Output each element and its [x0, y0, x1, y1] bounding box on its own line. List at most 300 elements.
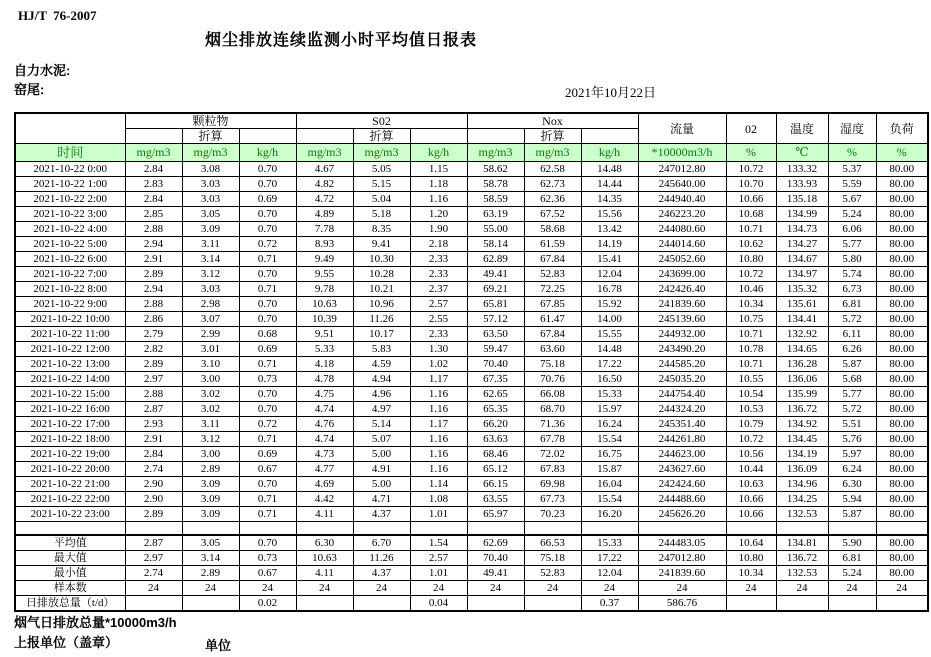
summary-row — [15, 581, 928, 596]
value-cell: 2.94 — [125, 282, 182, 297]
value-cell: 2.84 — [125, 162, 182, 177]
value-cell: 5.87 — [828, 507, 876, 522]
value-cell: 10.71 — [726, 357, 776, 372]
value-cell: 58.59 — [467, 192, 524, 207]
value-cell: 80.00 — [876, 267, 928, 282]
value-cell: 80.00 — [876, 372, 928, 387]
value-cell: 3.10 — [182, 357, 239, 372]
value-cell: 24 — [239, 581, 296, 596]
value-cell: 2.85 — [125, 207, 182, 222]
value-cell: 24 — [296, 581, 353, 596]
value-cell: 0.70 — [239, 402, 296, 417]
table-row — [15, 207, 928, 222]
value-cell: 69.98 — [524, 477, 581, 492]
value-cell: 10.53 — [726, 402, 776, 417]
value-cell: 0.71 — [239, 357, 296, 372]
table-row — [15, 222, 928, 237]
company-label: 自力水泥: — [14, 63, 71, 78]
value-cell: 245035.20 — [638, 372, 726, 387]
value-cell: 2.99 — [182, 327, 239, 342]
value-cell — [876, 596, 928, 612]
value-cell: 2.57 — [410, 551, 467, 566]
row-label-cell: 2021-10-22 17:00 — [15, 417, 125, 432]
value-cell: 0.71 — [239, 492, 296, 507]
value-cell: 2.90 — [125, 492, 182, 507]
value-cell: 0.04 — [410, 596, 467, 612]
value-cell: 8.93 — [296, 237, 353, 252]
value-cell: 61.47 — [524, 312, 581, 327]
value-cell: 80.00 — [876, 387, 928, 402]
value-cell: 244754.40 — [638, 387, 726, 402]
value-cell: 67.73 — [524, 492, 581, 507]
value-cell: 2.89 — [125, 357, 182, 372]
value-cell: 5.37 — [828, 162, 876, 177]
value-cell: 0.71 — [239, 432, 296, 447]
group-o2: 02 — [726, 113, 776, 144]
value-cell: 80.00 — [876, 417, 928, 432]
value-cell: 14.44 — [581, 177, 638, 192]
value-cell: 4.74 — [296, 432, 353, 447]
value-cell: 67.83 — [524, 462, 581, 477]
value-cell: 247012.80 — [638, 551, 726, 566]
value-cell: 3.00 — [182, 372, 239, 387]
value-cell: 12.04 — [581, 267, 638, 282]
blank-cell — [239, 129, 296, 144]
value-cell: 0.70 — [239, 267, 296, 282]
value-cell: 132.53 — [776, 507, 828, 522]
value-cell — [524, 596, 581, 612]
blank-cell — [726, 522, 776, 536]
value-cell: 1.16 — [410, 192, 467, 207]
value-cell: 2.84 — [125, 192, 182, 207]
value-cell: 24 — [638, 581, 726, 596]
value-cell: 1.17 — [410, 417, 467, 432]
value-cell: 10.28 — [353, 267, 410, 282]
value-cell: 0.70 — [239, 535, 296, 551]
table-row — [15, 282, 928, 297]
blank-cell — [410, 129, 467, 144]
value-cell: 5.07 — [353, 432, 410, 447]
value-cell: 9.55 — [296, 267, 353, 282]
row-label-cell: 2021-10-22 22:00 — [15, 492, 125, 507]
value-cell: 2.86 — [125, 312, 182, 327]
value-cell: 66.20 — [467, 417, 524, 432]
value-cell: 10.66 — [726, 507, 776, 522]
value-cell: 132.92 — [776, 327, 828, 342]
row-label-cell: 2021-10-22 14:00 — [15, 372, 125, 387]
unit-cell: mg/m3 — [182, 144, 239, 162]
value-cell: 5.76 — [828, 432, 876, 447]
value-cell: 0.02 — [239, 596, 296, 612]
value-cell: 244932.00 — [638, 327, 726, 342]
value-cell: 244261.80 — [638, 432, 726, 447]
value-cell: 3.12 — [182, 267, 239, 282]
blank-cell — [125, 129, 182, 144]
value-cell: 586.76 — [638, 596, 726, 612]
value-cell: 80.00 — [876, 551, 928, 566]
value-cell: 5.72 — [828, 312, 876, 327]
reporting-unit-label: 上报单位（盖章） — [14, 635, 119, 650]
value-cell: 0.71 — [239, 282, 296, 297]
value-cell: 135.61 — [776, 297, 828, 312]
value-cell: 5.77 — [828, 237, 876, 252]
value-cell: 2.33 — [410, 252, 467, 267]
table-row — [15, 297, 928, 312]
row-label-cell: 2021-10-22 9:00 — [15, 297, 125, 312]
value-cell: 135.18 — [776, 192, 828, 207]
value-cell: 10.63 — [296, 551, 353, 566]
summary-row — [15, 551, 928, 566]
value-cell: 61.59 — [524, 237, 581, 252]
table-row — [15, 192, 928, 207]
value-cell: 1.01 — [410, 507, 467, 522]
value-cell: 3.05 — [182, 535, 239, 551]
value-cell: 6.26 — [828, 342, 876, 357]
row-label-cell: 2021-10-22 20:00 — [15, 462, 125, 477]
value-cell: 6.30 — [828, 477, 876, 492]
value-cell: 2.83 — [125, 177, 182, 192]
row-label-cell: 样本数 — [15, 581, 125, 596]
value-cell: 62.89 — [467, 252, 524, 267]
table-row — [15, 492, 928, 507]
value-cell: 80.00 — [876, 477, 928, 492]
value-cell: 10.63 — [296, 297, 353, 312]
value-cell: 134.41 — [776, 312, 828, 327]
value-cell: 1.18 — [410, 177, 467, 192]
value-cell: 3.02 — [182, 402, 239, 417]
value-cell: 0.69 — [239, 342, 296, 357]
value-cell: 15.54 — [581, 492, 638, 507]
value-cell: 2.90 — [125, 477, 182, 492]
value-cell: 136.09 — [776, 462, 828, 477]
value-cell: 0.67 — [239, 462, 296, 477]
row-label-cell: 2021-10-22 12:00 — [15, 342, 125, 357]
value-cell: 3.09 — [182, 507, 239, 522]
value-cell: 3.09 — [182, 492, 239, 507]
value-cell: 1.30 — [410, 342, 467, 357]
value-cell: 15.55 — [581, 327, 638, 342]
value-cell: 67.84 — [524, 327, 581, 342]
value-cell: 4.37 — [353, 566, 410, 581]
value-cell: 2.91 — [125, 432, 182, 447]
value-cell: 24 — [467, 581, 524, 596]
value-cell: 49.41 — [467, 566, 524, 581]
time-header: 时间 — [15, 144, 125, 162]
value-cell: 10.72 — [726, 162, 776, 177]
value-cell: 58.78 — [467, 177, 524, 192]
value-cell: 59.47 — [467, 342, 524, 357]
value-cell: 52.83 — [524, 267, 581, 282]
value-cell: 0.73 — [239, 551, 296, 566]
value-cell: 0.70 — [239, 222, 296, 237]
group-so2: S02 — [296, 113, 467, 129]
value-cell: 4.76 — [296, 417, 353, 432]
value-cell: 71.36 — [524, 417, 581, 432]
value-cell: 62.65 — [467, 387, 524, 402]
value-cell: 24 — [581, 581, 638, 596]
row-label-cell: 2021-10-22 4:00 — [15, 222, 125, 237]
value-cell: 11.26 — [353, 551, 410, 566]
group-temperature: 温度 — [776, 113, 828, 144]
value-cell: 15.56 — [581, 207, 638, 222]
value-cell: 16.20 — [581, 507, 638, 522]
value-cell: 7.78 — [296, 222, 353, 237]
group-nox: Nox — [467, 113, 638, 129]
value-cell: 1.16 — [410, 387, 467, 402]
value-cell: 65.35 — [467, 402, 524, 417]
row-label-cell: 2021-10-22 0:00 — [15, 162, 125, 177]
value-cell: 2.37 — [410, 282, 467, 297]
value-cell: 0.70 — [239, 387, 296, 402]
row-label-cell: 2021-10-22 8:00 — [15, 282, 125, 297]
value-cell: 80.00 — [876, 312, 928, 327]
value-cell: 52.83 — [524, 566, 581, 581]
value-cell: 4.75 — [296, 387, 353, 402]
value-cell: 10.80 — [726, 252, 776, 267]
table-header — [15, 113, 928, 162]
standard-code: HJ/T 76-2007 — [18, 8, 97, 23]
converted-pm: 折算 — [182, 129, 239, 144]
value-cell: 245626.20 — [638, 507, 726, 522]
value-cell: 134.99 — [776, 207, 828, 222]
value-cell: 10.75 — [726, 312, 776, 327]
flue-gas-total-label: 烟气日排放总量*10000m3/h — [14, 615, 177, 630]
value-cell: 3.08 — [182, 162, 239, 177]
value-cell: 5.51 — [828, 417, 876, 432]
value-cell — [467, 596, 524, 612]
value-cell: 66.08 — [524, 387, 581, 402]
value-cell: 10.64 — [726, 535, 776, 551]
blank-cell — [524, 522, 581, 536]
value-cell: 134.97 — [776, 267, 828, 282]
value-cell: 1.90 — [410, 222, 467, 237]
value-cell: 2.93 — [125, 417, 182, 432]
value-cell: 244014.60 — [638, 237, 726, 252]
value-cell: 0.70 — [239, 297, 296, 312]
value-cell: 5.33 — [296, 342, 353, 357]
unit-cell: % — [876, 144, 928, 162]
value-cell: 4.74 — [296, 402, 353, 417]
value-cell: 14.35 — [581, 192, 638, 207]
value-cell: 134.92 — [776, 417, 828, 432]
value-cell: 1.54 — [410, 535, 467, 551]
value-cell: 3.03 — [182, 192, 239, 207]
value-cell: 2.97 — [125, 372, 182, 387]
value-cell — [828, 596, 876, 612]
value-cell: 17.22 — [581, 357, 638, 372]
value-cell — [182, 596, 239, 612]
value-cell: 2.33 — [410, 327, 467, 342]
value-cell: 1.16 — [410, 447, 467, 462]
value-cell: 246223.20 — [638, 207, 726, 222]
value-cell: 244324.20 — [638, 402, 726, 417]
value-cell: 63.50 — [467, 327, 524, 342]
value-cell: 11.26 — [353, 312, 410, 327]
value-cell: 5.87 — [828, 357, 876, 372]
value-cell: 5.04 — [353, 192, 410, 207]
value-cell: 6.81 — [828, 297, 876, 312]
value-cell: 9.49 — [296, 252, 353, 267]
value-cell: 80.00 — [876, 192, 928, 207]
value-cell: 242426.40 — [638, 282, 726, 297]
value-cell: 5.24 — [828, 207, 876, 222]
value-cell: 0.70 — [239, 162, 296, 177]
value-cell: 136.06 — [776, 372, 828, 387]
value-cell: 3.02 — [182, 387, 239, 402]
value-cell: 134.27 — [776, 237, 828, 252]
value-cell: 15.33 — [581, 535, 638, 551]
unit-cell: mg/m3 — [125, 144, 182, 162]
value-cell: 1.16 — [410, 462, 467, 477]
value-cell: 4.77 — [296, 462, 353, 477]
row-label-cell: 2021-10-22 21:00 — [15, 477, 125, 492]
table-row — [15, 447, 928, 462]
value-cell: 245351.40 — [638, 417, 726, 432]
value-cell: 4.73 — [296, 447, 353, 462]
value-cell: 63.19 — [467, 207, 524, 222]
value-cell: 80.00 — [876, 222, 928, 237]
value-cell: 3.12 — [182, 432, 239, 447]
value-cell: 2.74 — [125, 462, 182, 477]
value-cell: 5.15 — [353, 177, 410, 192]
value-cell: 80.00 — [876, 462, 928, 477]
value-cell: 24 — [876, 581, 928, 596]
value-cell: 5.72 — [828, 402, 876, 417]
value-cell: 5.77 — [828, 387, 876, 402]
value-cell: 1.14 — [410, 477, 467, 492]
value-cell: 5.18 — [353, 207, 410, 222]
value-cell: 5.83 — [353, 342, 410, 357]
value-cell: 134.96 — [776, 477, 828, 492]
value-cell: 66.53 — [524, 535, 581, 551]
value-cell: 80.00 — [876, 492, 928, 507]
value-cell: 80.00 — [876, 207, 928, 222]
value-cell: 63.55 — [467, 492, 524, 507]
value-cell: 4.72 — [296, 192, 353, 207]
value-cell: 70.40 — [467, 357, 524, 372]
blank-cell — [581, 129, 638, 144]
value-cell: 0.67 — [239, 566, 296, 581]
value-cell: 70.40 — [467, 551, 524, 566]
value-cell: 15.33 — [581, 387, 638, 402]
value-cell: 10.46 — [726, 282, 776, 297]
value-cell: 3.14 — [182, 551, 239, 566]
blank-cell — [296, 522, 353, 536]
row-label-cell: 2021-10-22 5:00 — [15, 237, 125, 252]
value-cell: 3.07 — [182, 312, 239, 327]
blank-cell — [828, 522, 876, 536]
value-cell: 1.15 — [410, 162, 467, 177]
value-cell: 1.20 — [410, 207, 467, 222]
value-cell: 6.81 — [828, 551, 876, 566]
value-cell: 10.78 — [726, 342, 776, 357]
value-cell: 4.42 — [296, 492, 353, 507]
page-title: 烟尘排放连续监测小时平均值日报表 — [205, 32, 478, 49]
value-cell: 244483.05 — [638, 535, 726, 551]
value-cell: 136.72 — [776, 402, 828, 417]
value-cell: 4.91 — [353, 462, 410, 477]
value-cell: 80.00 — [876, 252, 928, 267]
value-cell: 4.37 — [353, 507, 410, 522]
value-cell: 14.48 — [581, 162, 638, 177]
value-cell: 243627.60 — [638, 462, 726, 477]
row-label-cell: 2021-10-22 13:00 — [15, 357, 125, 372]
value-cell: 75.18 — [524, 357, 581, 372]
value-cell: 10.21 — [353, 282, 410, 297]
value-cell: 10.72 — [726, 267, 776, 282]
table-row — [15, 387, 928, 402]
value-cell: 134.73 — [776, 222, 828, 237]
value-cell: 4.59 — [353, 357, 410, 372]
value-cell: 67.84 — [524, 252, 581, 267]
unit-cell: ℃ — [776, 144, 828, 162]
value-cell: 10.72 — [726, 432, 776, 447]
value-cell: 10.68 — [726, 207, 776, 222]
value-cell: 0.68 — [239, 327, 296, 342]
value-cell: 62.69 — [467, 535, 524, 551]
value-cell: 2.79 — [125, 327, 182, 342]
value-cell: 134.25 — [776, 492, 828, 507]
value-cell: 10.17 — [353, 327, 410, 342]
value-cell — [296, 596, 353, 612]
value-cell: 134.67 — [776, 252, 828, 267]
table-row — [15, 477, 928, 492]
summary-row — [15, 596, 928, 612]
row-label-cell: 2021-10-22 16:00 — [15, 402, 125, 417]
row-label-cell: 最小值 — [15, 566, 125, 581]
value-cell: 16.04 — [581, 477, 638, 492]
value-cell: 245640.00 — [638, 177, 726, 192]
value-cell: 65.12 — [467, 462, 524, 477]
blank-cell — [638, 522, 726, 536]
value-cell: 10.56 — [726, 447, 776, 462]
value-cell: 245052.60 — [638, 252, 726, 267]
value-cell: 16.50 — [581, 372, 638, 387]
value-cell: 134.45 — [776, 432, 828, 447]
unit-cell: mg/m3 — [524, 144, 581, 162]
value-cell: 4.97 — [353, 402, 410, 417]
value-cell: 1.01 — [410, 566, 467, 581]
table-row — [15, 267, 928, 282]
unit-cell: mg/m3 — [353, 144, 410, 162]
value-cell: 3.03 — [182, 282, 239, 297]
value-cell: 242424.60 — [638, 477, 726, 492]
value-cell: 24 — [410, 581, 467, 596]
value-cell: 0.71 — [239, 507, 296, 522]
value-cell: 10.80 — [726, 551, 776, 566]
value-cell: 68.70 — [524, 402, 581, 417]
value-cell: 244585.20 — [638, 357, 726, 372]
value-cell: 4.67 — [296, 162, 353, 177]
value-cell: 4.11 — [296, 566, 353, 581]
table-row — [15, 357, 928, 372]
value-cell: 2.89 — [125, 507, 182, 522]
value-cell: 4.18 — [296, 357, 353, 372]
value-cell: 10.34 — [726, 297, 776, 312]
value-cell: 2.88 — [125, 222, 182, 237]
value-cell: 4.11 — [296, 507, 353, 522]
value-cell: 1.08 — [410, 492, 467, 507]
value-cell: 65.97 — [467, 507, 524, 522]
value-cell: 1.16 — [410, 402, 467, 417]
value-cell — [776, 596, 828, 612]
value-cell: 80.00 — [876, 535, 928, 551]
row-label-cell: 2021-10-22 11:00 — [15, 327, 125, 342]
value-cell: 6.73 — [828, 282, 876, 297]
value-cell: 1.16 — [410, 432, 467, 447]
value-cell: 4.96 — [353, 387, 410, 402]
value-cell: 3.03 — [182, 177, 239, 192]
